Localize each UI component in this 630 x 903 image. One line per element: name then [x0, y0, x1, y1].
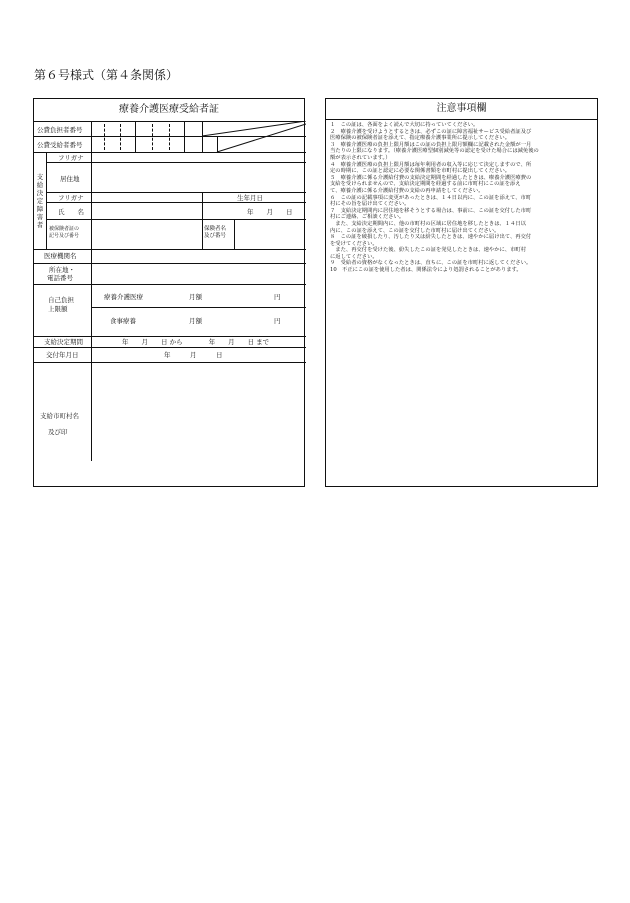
meal-monthly-label: 月額	[189, 317, 202, 325]
limit-divider	[91, 284, 92, 336]
recipient-certificate-card	[33, 98, 305, 487]
limit-label-1: 自己負担	[48, 296, 74, 304]
note-line: 10 不正にこの証を使用した者は、関係法令により処罰されることがあります。	[330, 267, 522, 274]
row-divider	[46, 219, 306, 220]
notes-heading: 注意事項欄	[326, 99, 597, 120]
insurer-value-divider	[234, 219, 235, 249]
insurance-card-number-label: 被保険者証の	[49, 226, 80, 232]
note-line: に返してください。	[330, 253, 378, 260]
period-value: 年 月 日 から 年 月 日 まで	[122, 338, 270, 346]
form-number-title: 第６号様式（第４条関係）	[34, 68, 179, 82]
note-line: 内に、この証を添えて、この証を交付した市町村に届け出てください。	[330, 227, 500, 234]
row-divider	[34, 362, 306, 363]
note-line: ３ 療養介護医療の負担上限月額はこの証の負担上限月額欄に記載された金額が一月	[330, 141, 532, 148]
note-line: 村にご連絡、ご相談ください。	[330, 214, 405, 221]
notes-card	[325, 98, 598, 487]
row-divider	[46, 162, 306, 163]
note-line: また、再交付を受けた後、紛失したこの証を発見したときは、速やかに、市町村	[330, 247, 526, 254]
insurer-divider	[202, 219, 203, 249]
row-divider	[34, 263, 306, 264]
birth-date-label: 生年月日	[237, 194, 263, 202]
void-diagonal-lines	[202, 121, 306, 152]
row-divider	[34, 249, 306, 250]
care-monthly-label: 月額	[189, 293, 202, 301]
row-divider	[34, 336, 306, 337]
hospital-phone-label: 電話番号	[47, 274, 73, 282]
note-line: ２ 療養介護を受けようとするときは、必ずこの証に障害福祉サービス受給者証及び	[330, 128, 532, 135]
digit-separator	[120, 124, 121, 150]
furigana-label-2: フリガナ	[58, 194, 84, 202]
number-box-divider	[184, 121, 185, 152]
hospital-address-label: 所在地・	[49, 266, 75, 274]
note-line: 支給を受けられませんので、支給決定期間を経過する前に市町村にこの証を添え	[330, 181, 521, 188]
note-line: 定の時期に、この証と認定に必要な関係書類を市町村に提出してください。	[330, 168, 511, 175]
insurance-card-number-label-2: 記号及び番号	[49, 233, 80, 239]
note-line: ９ 受給者の資格がなくなったときは、直ちに、この証を市町村に返してください。	[330, 260, 532, 267]
notes-body	[330, 122, 592, 274]
birth-date-value: 年 月 日	[247, 208, 293, 216]
card-heading: 療養介護医療受給者証	[34, 99, 304, 122]
seal-label: 及び印	[48, 428, 68, 436]
period-label: 支給決定期間	[44, 338, 83, 346]
digit-separator	[152, 124, 153, 150]
care-medical-label: 療養介護医療	[104, 293, 143, 301]
issue-date-value: 年 月 日	[164, 351, 223, 359]
note-line: また、支給決定期間内に、他の市町村の区域に居住地を移したときは、１４日以	[330, 220, 526, 227]
furigana-label-1: フリガナ	[58, 154, 84, 162]
payer-number-label: 公費負担者番号	[37, 126, 83, 134]
section-divider	[46, 152, 47, 249]
note-line: ６ この証の記載事項に変更があったときは、１４日以内に、この証を添えて、市町	[330, 194, 532, 201]
row-divider	[34, 347, 306, 348]
digit-separator	[104, 124, 105, 150]
note-line: ５ 療養介護に係る介護給付費の支給決定期間を経過したときは、療養介護医療費の	[330, 174, 532, 181]
meal-yen-label: 円	[274, 317, 281, 325]
municipality-label: 支給市町村名	[40, 412, 79, 420]
birth-divider	[202, 192, 203, 219]
number-box-divider	[135, 121, 136, 152]
care-yen-label: 円	[274, 293, 281, 301]
note-line: を受けてください。	[330, 240, 378, 247]
insurer-number-label: 及び番号	[204, 233, 227, 239]
row-divider	[46, 192, 306, 193]
issue-date-label: 交付年月日	[46, 351, 79, 359]
note-line: て、療養介護に係る介護給付費の支給の再申請をしてください。	[330, 187, 484, 194]
note-line: 村にその旨を届け出てください。	[330, 201, 410, 208]
recipient-number-label: 公費受給者番号	[37, 141, 83, 149]
address-label: 居住地	[60, 175, 80, 183]
digit-separator	[169, 124, 170, 150]
note-line: ７ 支給決定期間内に居住地を移そうとする場合は、事前に、この証を交付した市町	[330, 207, 532, 214]
note-line: ８ この証を破損したり、汚したり又は紛失したときは、速やかに届け出て、再交付	[330, 234, 532, 241]
row-divider	[46, 202, 306, 203]
row-divider	[34, 284, 306, 285]
meal-label: 食事療養	[110, 317, 136, 325]
row-divider	[34, 152, 306, 153]
limit-label-2: 上限額	[48, 305, 68, 313]
hospital-name-label: 医療機関名	[44, 252, 77, 260]
row-divider	[91, 307, 306, 308]
note-line: １ この証は、各面をよく読んで大切に持っていてください。	[330, 122, 479, 128]
note-line: 医療保険の被保険者証を添えて、指定療養介護事業所に提示してください。	[330, 135, 510, 142]
name-label: 氏 名	[58, 208, 84, 216]
insurer-name-label: 保険者名	[204, 226, 227, 232]
note-line: ４ 療養介護医療の負担上限月額は毎年利用者の収入等に応じて決定しますので、所	[330, 161, 532, 168]
note-line: 額が表示されています。）	[330, 154, 391, 161]
vertical-recipient-label: 支給決定障害者	[36, 173, 44, 229]
note-line: 当たりの上限になります。（療養介護医療型個別減免等の認定を受けた場合には減免後の	[330, 148, 539, 155]
